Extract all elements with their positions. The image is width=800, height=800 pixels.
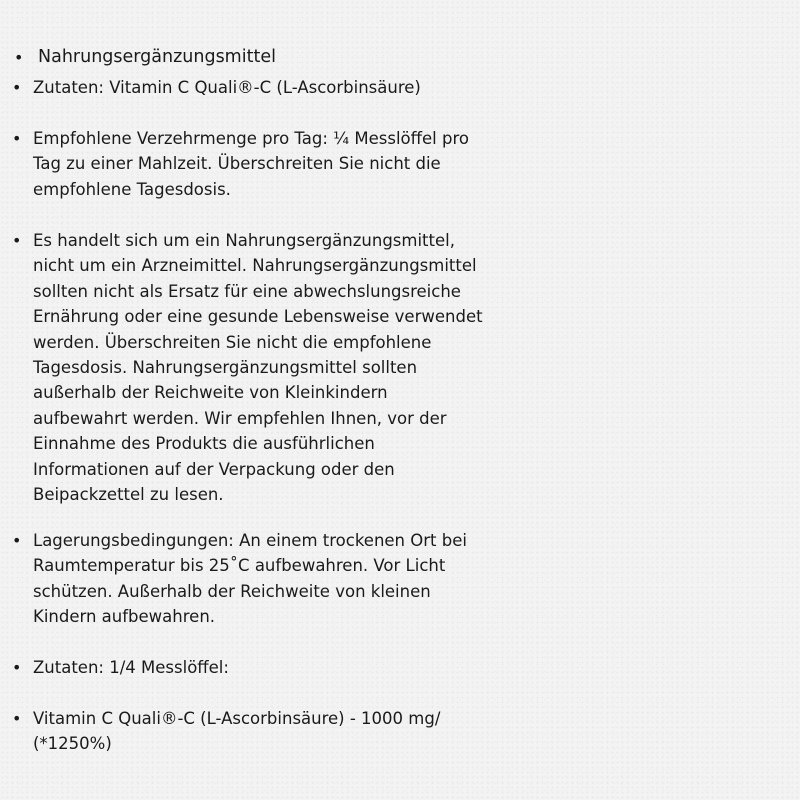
text-line: Tagesdosis. Nahrungsergänzungsmittel sollten (33, 358, 418, 378)
text-line: Empfohlene Verzehrmenge pro Tag: ¼ Messlöffel pro (33, 129, 469, 148)
text-line: Ernährung oder eine gesunde Lebensweise verwendet (33, 307, 483, 327)
text-line: Beipackzettel zu lesen. (33, 485, 224, 505)
text-line: Informationen auf der Verpackung oder den (33, 459, 395, 479)
text-line: werden. Überschreiten Sie nicht die empfohlene (33, 332, 432, 352)
text-line: Zutaten: 1/4 Messlöffel: (33, 658, 229, 677)
storage-item (12, 528, 467, 630)
text-line: (*1250%) (33, 734, 112, 754)
title-item (14, 45, 276, 70)
text-line: aufbewahrt werden. Wir empfehlen Ihnen, vor der (33, 408, 447, 428)
bullet-icon: • (12, 129, 22, 148)
bullet-icon: • (12, 531, 22, 550)
bullet-icon: • (12, 658, 22, 677)
disclaimer-item (12, 228, 483, 507)
text-line: Vitamin C Quali®-C (L-Ascorbinsäure) - 1000 mg/ (33, 709, 441, 728)
text-line: sollten nicht als Ersatz für eine abwechslungsreiche (33, 281, 461, 301)
text-line: Lagerungsbedingungen: An einem trockenen Ort bei (33, 531, 467, 550)
text-line: nicht um ein Arzneimittel. Nahrungsergänzungsmittel (33, 256, 477, 276)
text-line: Nahrungsergänzungsmittel (38, 47, 276, 67)
text-line: Raumtemperatur bis 25˚C aufbewahren. Vor Licht (33, 556, 446, 576)
text-line: Kindern aufbewahren. (33, 607, 216, 627)
bullet-icon: • (12, 231, 22, 250)
text-line: empfohlene Tagesdosis. (33, 179, 231, 199)
bullet-icon: • (12, 709, 22, 728)
vitamin-amount-item (12, 706, 441, 757)
ingredients-item (12, 75, 421, 100)
text-line: Tag zu einer Mahlzeit. Überschreiten Sie nicht die (33, 154, 441, 174)
text-line: Es handelt sich um ein Nahrungsergänzungsmittel, (33, 231, 455, 250)
bullet-icon: • (12, 78, 22, 97)
dosage-item (12, 126, 469, 202)
text-line: schützen. Außerhalb der Reichweite von kleinen (33, 581, 431, 601)
text-line: außerhalb der Reichweite von Kleinkindern (33, 383, 388, 403)
serving-item (12, 655, 229, 680)
bullet-icon: • (14, 48, 24, 67)
text-line: Einnahme des Produkts die ausführlichen (33, 434, 375, 454)
text-line: Zutaten: Vitamin C Quali®-C (L-Ascorbinsäure) (33, 78, 421, 97)
